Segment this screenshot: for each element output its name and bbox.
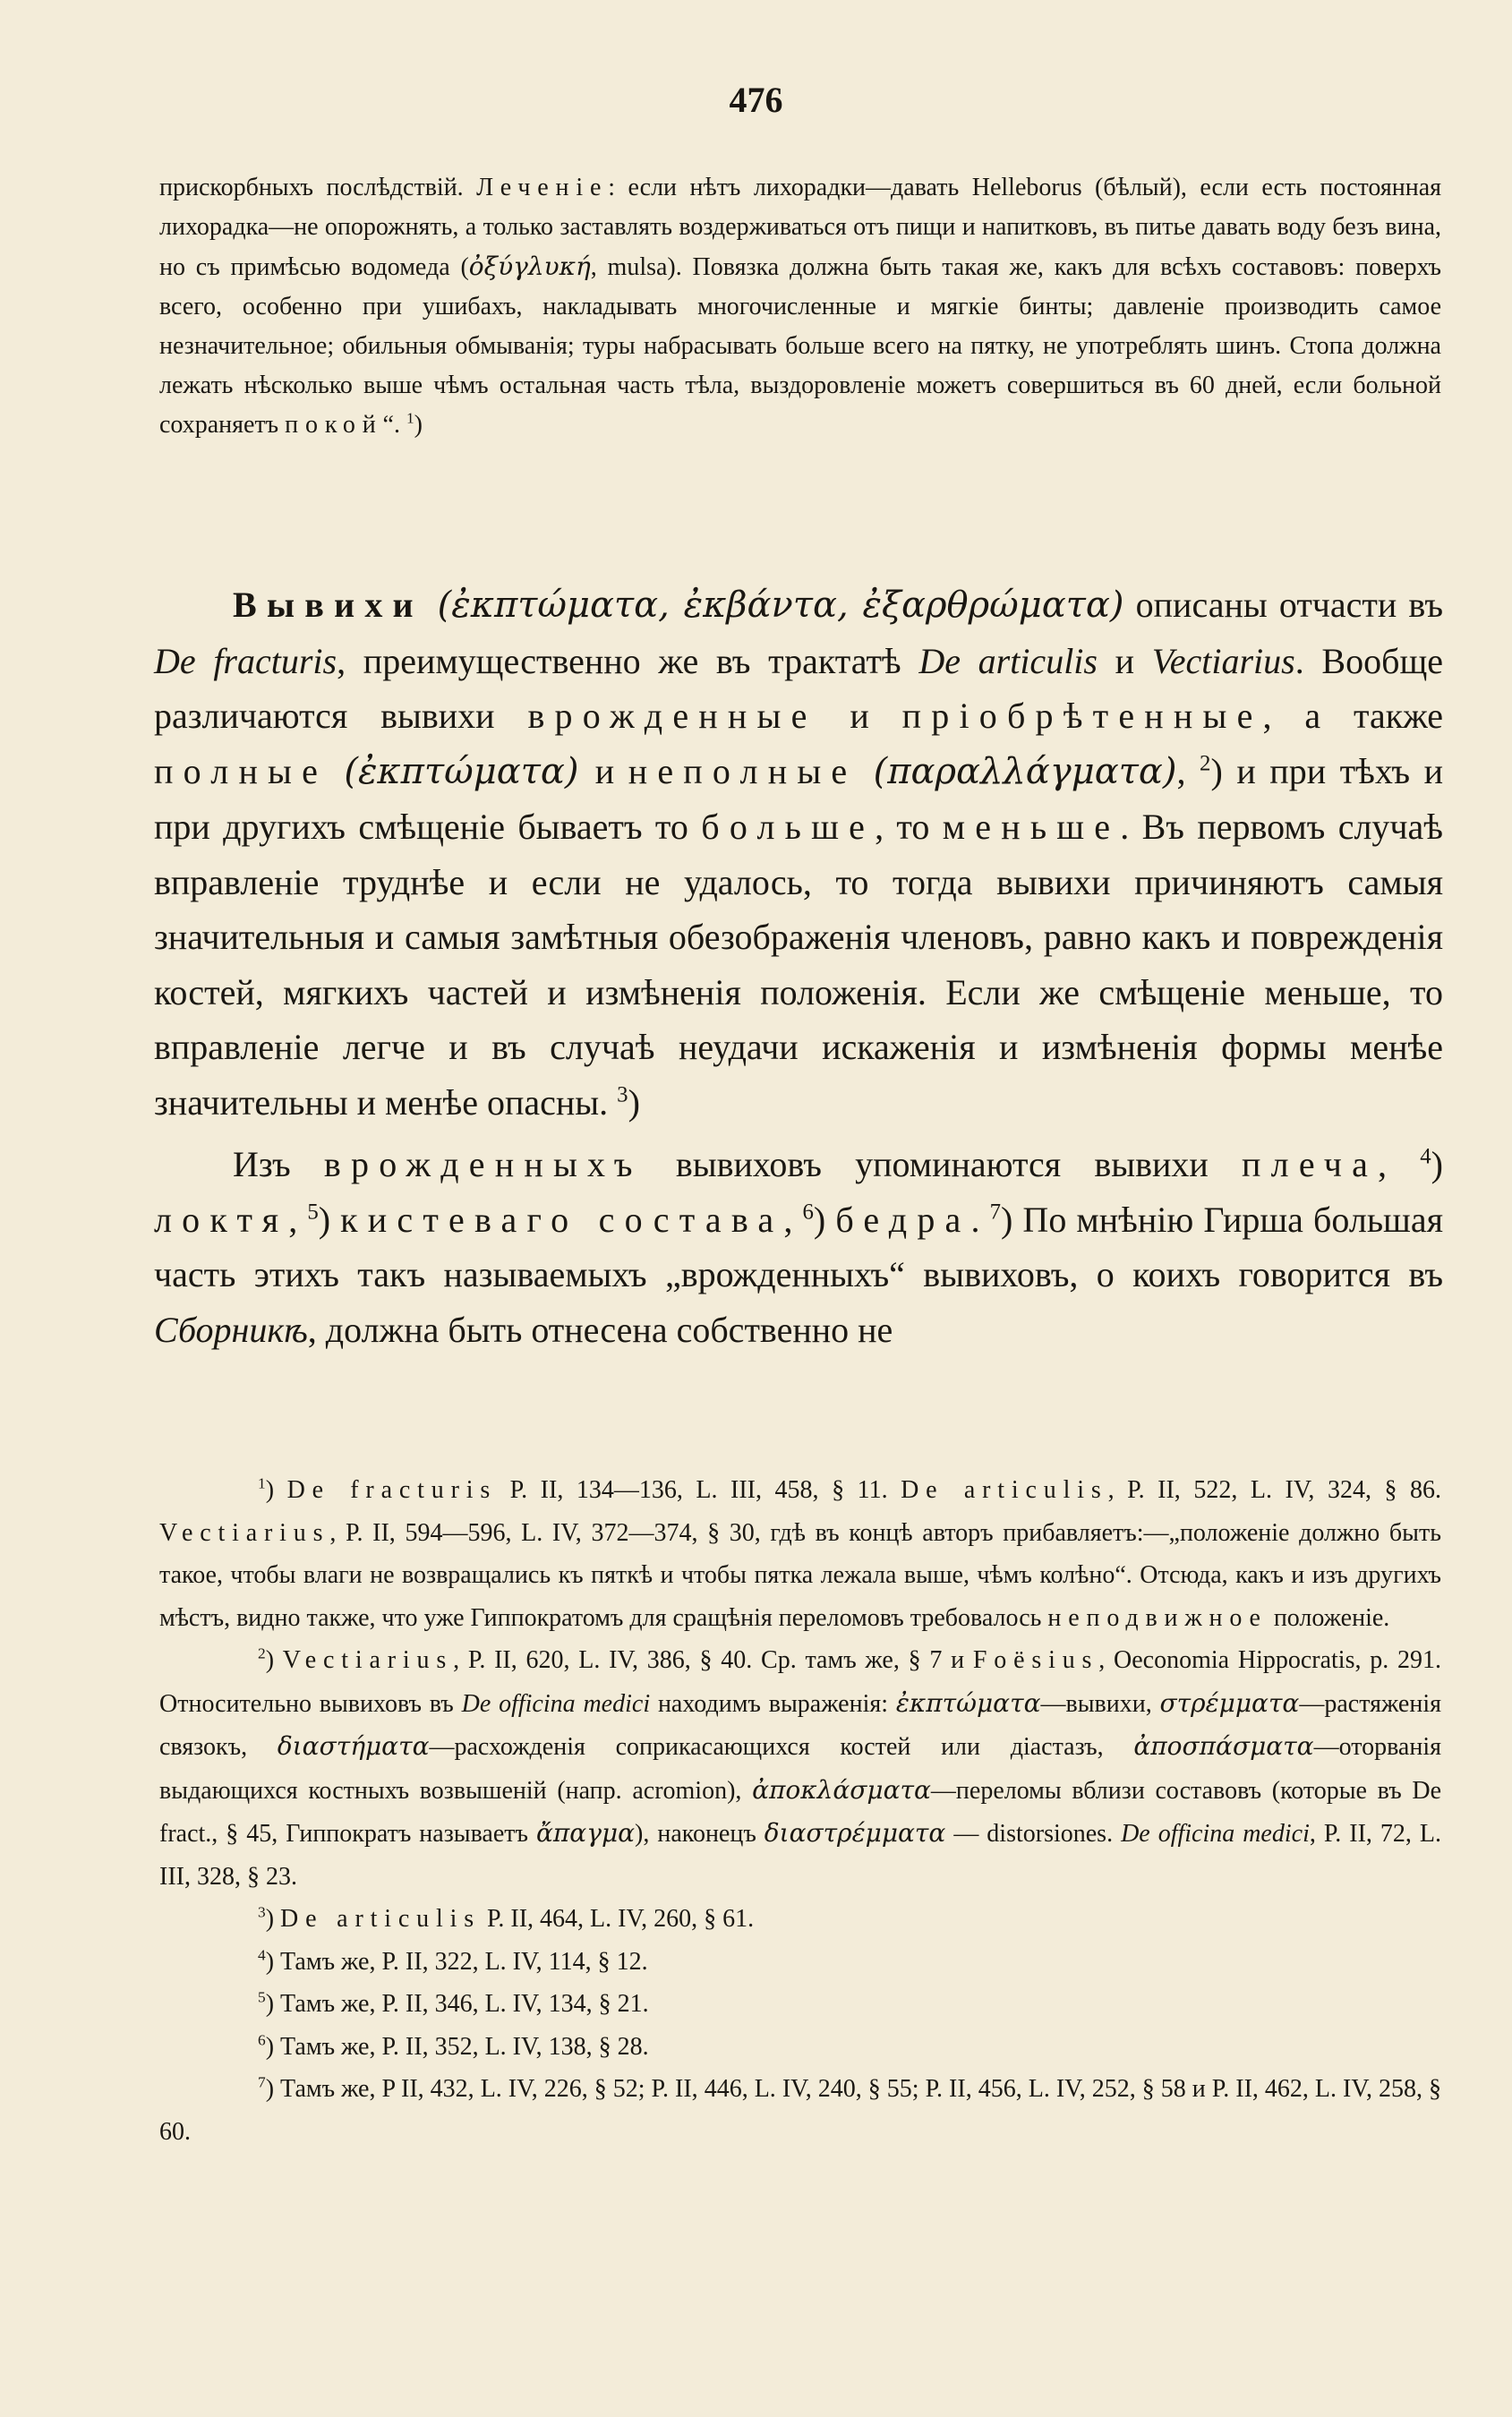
footnote-ref-5: 5 <box>307 1200 319 1225</box>
lechenie-label: Леченіе <box>476 174 609 201</box>
page-number: 476 <box>729 80 783 120</box>
footnotes <box>159 1469 1441 2153</box>
footnote-ref-7: 7 <box>989 1200 1001 1225</box>
footnote-ref-6: 6 <box>802 1200 814 1225</box>
footnote-1: $^1$) De fracturis P. II, 134—136, L. III, 458, § 11. De articulis, P. II, 522, L. IV, 324, § 86. Vectiarius, P. II, 594—596, L. IV, 372—374, § 30, гдѣ въ концѣ авторъ прибавляетъ:—„положеніе должно быть такое, чтобы влаги не возвращались къ пяткѣ и чтобы пятка лежала выше, чѣмъ колѣно“. Отсюда, какъ и изъ другихъ мѣстъ, видно также, что уже Гиппократомъ для сращѣнія переломовъ требовалось неподвижное положеніе. <box>159 1474 1442 1632</box>
paragraph-congenital: Изъ врожденныхъ вывиховъ упоминаются вывихи плеча, $^4$) локтя, $^5$) кистеваго состава, $^6$) бедра. $^7$) По мнѣнію Гирша большая часть этихъ такъ называемыхъ „врожденныхъ“ вывиховъ, о коихъ говорится въ Сборникѣ, должна быть отнесена собственно не <box>154 1144 1444 1350</box>
footnote-separator <box>159 1447 1441 1448</box>
footnote-ref-2: 2 <box>1200 751 1211 776</box>
footnote-6: $^6$) Тамъ же, P. II, 352, L. IV, 138, § 28. <box>258 2031 649 2061</box>
footnote-ref-4: 4 <box>1420 1144 1431 1169</box>
footnote-ref-3: 3 <box>617 1082 628 1107</box>
top-paragraph: прискорбныхъ послѣдствій. Леченіе: если нѣтъ лихорадки—давать Helleborus (бѣлый), если есть постоянная лихорадка—не опорожнять, а только заставлять воздерживаться отъ пищи и напитковъ, въ питье давать воду безъ вина, но съ примѣсью водомеда (ὀξύγλυκή, mulsa). Повязка должна быть такая же, какъ для всѣхъ составовъ: поверхъ всего, особенно при ушибахъ, накладывать многочисленные и мягкіе бинты; давленіе производить самое незначительное; обильныя обмыванія; туры набрасывать больше всего на пятку, не употреблять шинъ. Стопа должна лежать нѣсколько выше чѣмъ остальная часть тѣла, выздоровленіе можетъ совершиться въ 60 дней, если больной сохраняетъ покой“. $^1$) <box>159 174 1442 439</box>
paragraph-dislocations: Вывихи (ἐκπτώματα, ἐκβάντα, ἐξαρθρώματα) описаны отчасти въ De fracturis, преимущественно же въ трактатѣ De articulis и Vectiarius. Вообще различаются вывихи врожденные и пріобрѣтенные, а также полные (ἐκπτώματα) и неполные (παραλλάγματα), $^2$) и при тѣхъ и при другихъ смѣщеніе бываетъ то больше, то меньше. Въ первомъ случаѣ вправленіе труднѣе и если не удалось, то тогда вывихи причиняютъ самыя значительныя и самыя замѣтныя обезображенія членовъ, равно какъ и поврежденія костей, мягкихъ частей и измѣненія положенія. Если же смѣщеніе меньше, то вправленіе легче и въ случаѣ неудачи искаженія и измѣненія формы менѣе значительны и менѣе опасны. $^3$) <box>154 585 1444 1123</box>
dislocations-heading: Вывихи <box>233 585 423 625</box>
footnote-ref-1: 1 <box>406 409 414 427</box>
main-text <box>154 577 1443 1357</box>
footnote-4: $^4$) Тамъ же, P. II, 322, L. IV, 114, § 12. <box>258 1946 648 1976</box>
footnote-3: $^3$) De articulis P. II, 464, L. IV, 260, § 61. <box>258 1903 755 1933</box>
footnote-5: $^5$) Тамъ же, P. II, 346, L. IV, 134, § 21. <box>258 1988 649 2018</box>
footnote-2: $^2$) Vectiarius, P. II, 620, L. IV, 386, § 40. Ср. тамъ же, § 7 и Foësius, Oeconomia Hippocratis, p. 291. Относительно вывиховъ въ De officina medici находимъ выраженія: ἐκπτώματα—вывихи, στρέμματα—растяженія связокъ, διαστήματα—расхожденія соприкасающихся костей или діастазъ, ἀποσπάσματα—оторванія выдающихся костныхъ возвышеній (напр. acromion), ἀποκλάσματα—переломы вблизи составовъ (которые въ De fract., § 45, Гиппократъ называетъ ἄπαγμα), наконецъ διαστρέμματα — distorsiones. De officina medici, P. II, 72, L. III, 328, § 23. <box>159 1644 1441 1891</box>
footnote-7: $^7$) Тамъ же, P II, 432, L. IV, 226, § 52; P. II, 446, L. IV, 240, § 55; P. II, 456, L. IV, 252, § 58 и P. II, 462, L. IV, 258, § 60. <box>159 2073 1442 2146</box>
